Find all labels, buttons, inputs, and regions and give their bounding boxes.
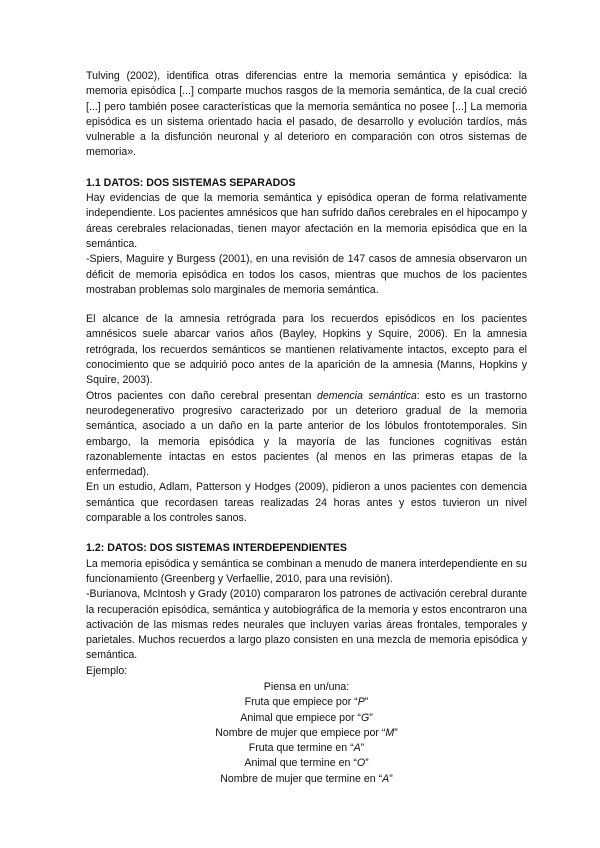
example-item-letter: A <box>382 772 390 785</box>
example-item-suffix: ” <box>369 711 373 724</box>
example-item-prefix: Nombre de mujer que termine en “ <box>220 772 383 785</box>
example-item-prefix: Nombre de mujer que empiece por “ <box>215 726 386 739</box>
example-item <box>86 695 527 710</box>
example-item-letter: O <box>356 757 366 770</box>
example-item-prefix: Animal que termine en “ <box>244 757 357 770</box>
section1-paragraph-4 <box>86 389 527 481</box>
example-item <box>86 726 527 741</box>
section1-paragraph-3: El alcance de la amnesia retrógrada para los recuerdos episódicos en los pacientes amnésicos suele abarcar varios años (Bayley, Hopkins y Squire, 2006). En la amnesia retrógrada, los recuerdos semánticos se mantienen relativamente intactos, excepto para el conocimiento que se adquirió poco antes de la aparición de la amnesia (Manns, Hopkins y Squire, 2003). <box>86 313 527 387</box>
section1-paragraph-1: Hay evidencias de que la memoria semántica y episódica operan de forma relativamente independiente. Los pacientes amnésicos que han sufrido daños cerebrales en el hipocampo y áreas cerebrales relacionadas, tienen mayor afectación en la memoria episódica que en la semántica. <box>86 192 527 250</box>
example-item <box>86 772 527 787</box>
example-item <box>86 711 527 726</box>
example-item-letter: A <box>353 742 361 755</box>
example-label: Ejemplo: <box>86 664 128 677</box>
example-item-letter: G <box>360 711 370 724</box>
example-item-suffix: ” <box>360 742 365 755</box>
section-heading-2: 1.2: DATOS: DOS SISTEMAS INTERDEPENDIENTES <box>86 542 347 555</box>
example-list <box>86 680 527 787</box>
example-item-letter: M <box>385 726 395 739</box>
spacer <box>86 298 527 312</box>
page-content <box>86 69 527 787</box>
p4-text-after: : esto es un trastorno neurodegenerativo progresivo caracterizado por un deterioro gradual de la memoria semántica, asociado a un daño en la parte anterior de los lóbulos frontotemporales. Sin embargo, la memoria episódica y la mayoría de las funciones cognitivas están razonablemente intactas en estos pacientes (al menos en las primeras etapas de la enfermedad). <box>86 389 527 479</box>
p4-text-before: Otros pacientes con daño cerebral presentan <box>86 389 317 402</box>
example-item-suffix: ” <box>365 757 369 770</box>
example-item-prefix: Fruta que empiece por “ <box>244 696 358 709</box>
example-item-suffix: ” <box>394 726 398 739</box>
p4-emphasis: demencia semántica <box>316 389 417 402</box>
section2-paragraph-1: La memoria episódica y semántica se combinan a menudo de manera interdependiente en su funcionamiento (Greenberg y Verfaellie, 2010, para una revisión). <box>86 557 527 585</box>
example-title: Piensa en un/una: <box>263 680 350 693</box>
section1-paragraph-2: -Spiers, Maguire y Burgess (2001), en una revisión de 147 casos de amnesia observaron un déficit de memoria episódica en todos los casos, mientras que muchos de los pacientes mostraban problemas solo marginales de memoria semántica. <box>86 253 527 296</box>
example-item-letter: P <box>357 696 365 709</box>
example-item <box>86 741 527 756</box>
spacer <box>86 526 527 541</box>
example-item-suffix: ” <box>389 772 393 785</box>
spacer <box>86 161 527 176</box>
intro-paragraph: Tulving (2002), identifica otras diferencias entre la memoria semántica y episódica: la memoria episódica [...] comparte muchos rasgos de la memoria semántica, de la cual creció [...] pero también posee características que la memoria semántica no posee [...] La memoria episódica es un sistema orientado hacia el pasado, de desarrollo y evolución tardíos, más vulnerable a la disfunción neuronal y al deterioro en comparación con otros sistemas de memoria». <box>86 70 527 159</box>
example-item-suffix: ” <box>364 696 369 709</box>
example-item-prefix: Fruta que termine en “ <box>248 742 354 755</box>
example-item <box>86 756 527 771</box>
section-heading-1: 1.1 DATOS: DOS SISTEMAS SEPARADOS <box>86 176 296 189</box>
section2-paragraph-2: -Burianova, McIntosh y Grady (2010) compararon los patrones de activación cerebral durante la recuperación episódica, semántica y autobiográfica de la memoria y estos encontraron una activación de las mismas redes neurales que incluyen varias áreas frontales, temporales y parietales. Muchos recuerdos a largo plazo consisten en una mezcla de memoria episódica y semántica. <box>86 588 527 662</box>
example-item-prefix: Animal que empiece por “ <box>240 711 361 724</box>
section1-paragraph-5: En un estudio, Adlam, Patterson y Hodges (2009), pidieron a unos pacientes con demencia semántica que recordasen tareas realizadas 24 horas antes y estos tuvieron un nivel comparable a los controles sanos. <box>86 481 527 525</box>
